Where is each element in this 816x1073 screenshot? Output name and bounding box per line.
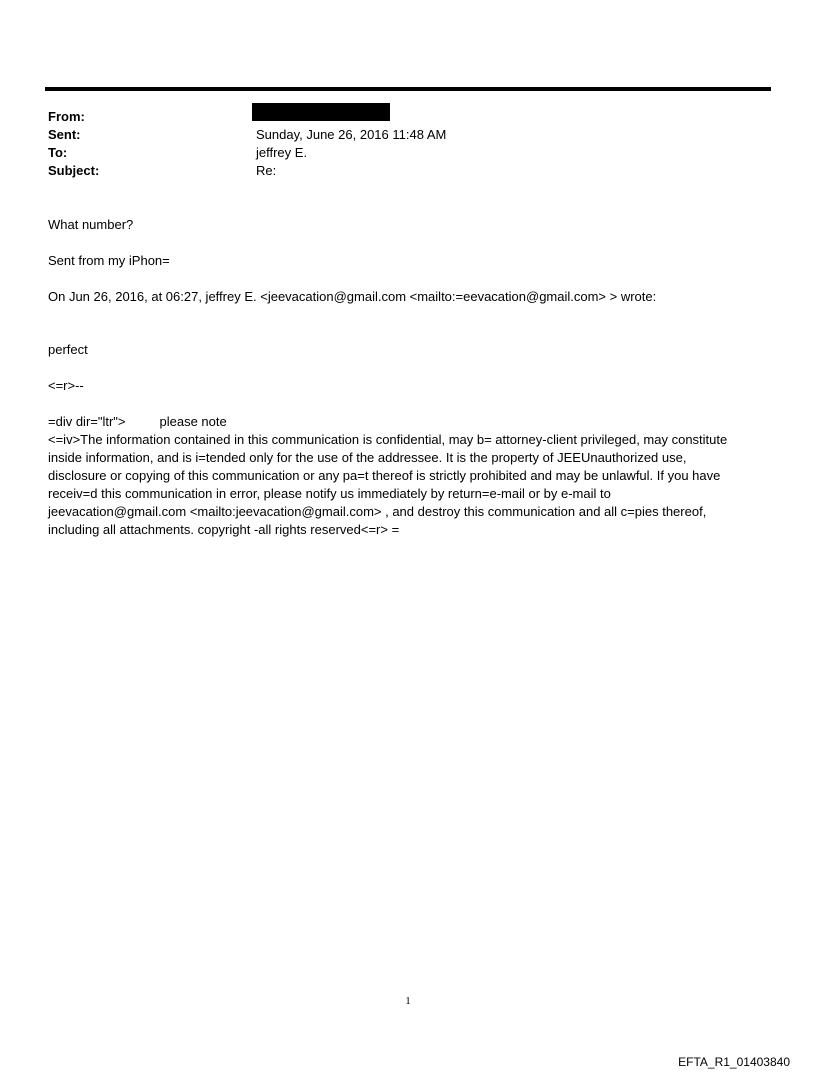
body-line-quote-header: On Jun 26, 2016, at 06:27, jeffrey E. <jeevacation@gmail.com <mailto:=eevacation@gmail.com> > wrote: — [48, 289, 657, 304]
header-divider-rule — [45, 87, 771, 91]
to-label: To: — [48, 145, 68, 160]
disclaimer-heading — [48, 413, 778, 431]
body-line-separator: <=r>-- — [48, 378, 84, 393]
page-number: 1 — [405, 995, 411, 1007]
disclaimer-line: including all attachments. copyright -all rights reserved<=r> = — [48, 522, 400, 537]
disclaimer-please-note: please note — [159, 414, 227, 429]
document-id: EFTA_R1_01403840 — [678, 1055, 790, 1069]
disclaimer-line: disclosure or copying of this communication or any pa=t thereof is strictly prohibited and may be unlawful. If you have — [48, 468, 721, 483]
sent-value: Sunday, June 26, 2016 11:48 AM — [256, 127, 447, 142]
disclaimer-line: receiv=d this communication in error, please notify us immediately by return=e-mail or by e-mail to — [48, 486, 611, 501]
disclaimer-block — [48, 413, 778, 539]
subject-value: Re: — [256, 163, 277, 178]
subject-label: Subject: — [48, 163, 100, 178]
from-label: From: — [48, 109, 85, 124]
disclaimer-div-prefix: =div dir="ltr"> — [48, 414, 126, 429]
redaction-block — [252, 103, 390, 121]
body-line-perfect: perfect — [48, 342, 88, 357]
to-value: jeffrey E. — [256, 145, 308, 160]
disclaimer-line: <=iv>The information contained in this communication is confidential, may b= attorney-client privileged, may constitute — [48, 432, 728, 447]
body-line-signature: Sent from my iPhon= — [48, 253, 170, 268]
sent-label: Sent: — [48, 127, 81, 142]
body-line-question: What number? — [48, 217, 134, 232]
disclaimer-line: jeevacation@gmail.com <mailto:jeevacation@gmail.com> , and destroy this communication and all c=pies thereof, — [48, 504, 707, 519]
disclaimer-line: inside information, and is i=tended only for the use of the addressee. It is the property of JEEUnauthorized use, — [48, 450, 687, 465]
